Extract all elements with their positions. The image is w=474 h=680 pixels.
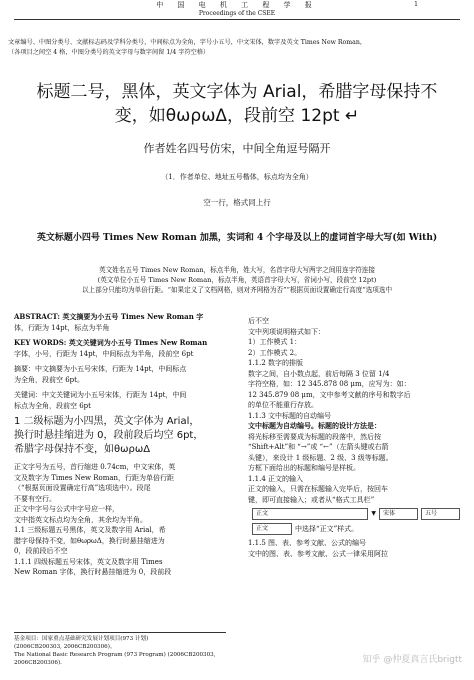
- blank-line-note: 空一行，格式同上行: [203, 198, 271, 207]
- left-column: [14, 312, 226, 578]
- style-row: [252, 523, 460, 535]
- paper-title: [22, 80, 452, 128]
- keywords-line: KEY WORDS: 英文关键词为小五号 Times New Roman: [14, 338, 208, 347]
- num-body-line: 的单位不能重行存放。: [248, 401, 318, 409]
- cn-abstract-line: 摘要：中文摘要为小五号宋体，行距为 14pt，中间标点: [14, 365, 187, 373]
- auto-number-line: 将光标移至需要成为标题的段落中，然后按: [248, 432, 381, 441]
- page-header: [14, 0, 460, 20]
- sub-sub-heading-line: 1.1.1 四级标题五号宋体，英文及数字用 Times: [14, 557, 163, 566]
- auto-number-line: 文中标题为自动编号。标题的设计方法是：: [248, 421, 381, 430]
- style-select-small[interactable]: 正文: [252, 523, 292, 535]
- num-body-line: 数字之间，自小数点起，前后每隔 3 位留 1/4: [248, 369, 390, 378]
- paragraph-mark: ↵: [344, 106, 360, 126]
- auto-number-line: 头键），来设计 1 级标题、2 级、3 级等标题。: [248, 453, 393, 462]
- chevron-down-icon[interactable]: ▼: [371, 509, 377, 517]
- text-input-line: 键，即可直接输入；或者从“格式工具栏”: [248, 495, 375, 504]
- list-line: 后不空: [248, 317, 269, 325]
- list-line: 1）工作模式 1：: [248, 338, 302, 346]
- authors: 作者姓名四号仿宋，中间全角逗号隔开: [143, 142, 331, 155]
- cn-keywords-line: 关键词：中文关键词为小五号宋体，行距为 14pt，中间: [14, 391, 187, 399]
- num-body-line: 12 345.879 08 μm，文中参考文献的序号和数字后: [248, 390, 411, 399]
- english-author-line: (英文单位小五号 Times New Roman，标点半角，英语首字母大写，省词小写，段前空 12pt): [97, 276, 377, 284]
- sub-sub-heading-line: New Roman 字体，换行时悬挂缩进为 0，段前段: [14, 568, 172, 576]
- keywords-line: 字体，小号，行距为 14pt，中间标点为半角，段前空 6pt: [14, 349, 194, 358]
- meta-line: （各项目之间空 4 格，中图分类号的英文字母与数字间留 1/4 字符空格）: [8, 49, 210, 56]
- english-author-line: 英文姓名五号 Times New Roman，标点半角，姓大写，名首字母大写两字之间用连字符连接: [98, 266, 375, 274]
- footnote-line: (2006CB200303, 2006CB200306)。: [14, 644, 116, 650]
- num-body-line: 字符空格，如：12 345.878 08 μm，应写为：如：: [248, 380, 411, 388]
- heading-115: 1.1.5 图、表、参考文献、公式的编号: [248, 539, 367, 547]
- list-line: 文中列项说明格式如下：: [248, 327, 325, 336]
- num-heading: 1.1.2 数字的排版: [248, 359, 304, 367]
- heading-113: 1.1.3 文中标题的自动编号: [248, 411, 332, 420]
- numbering-line: 文中的图、表、参考文献、公式一律采用阿拉: [248, 549, 388, 558]
- watermark: 知乎 @仲夏真言氏brigtt: [362, 655, 462, 665]
- sub-heading-line: 腊字母保持不变，如θωρωΔ，换行时悬挂缩进为: [14, 536, 165, 545]
- footnote: [14, 632, 226, 667]
- section-heading: [14, 415, 226, 457]
- article-meta: [8, 38, 466, 58]
- text-input-line: 正文的输入，只需在标题输入完毕后，按回车: [248, 485, 388, 493]
- meta-line: 文章编号、中图分类号、文献标志码及学科分类号，中间标点为全角，字号小五号，中文宋体，数字及英文 Times New Roman，: [8, 39, 367, 46]
- sub-heading-line: 0，段前段后不空: [14, 547, 68, 555]
- affiliation: （1．作者单位、地址五号楷体，标点均为全角）: [161, 173, 313, 181]
- body-line: 正文中字号与公式中字号应一样，: [14, 505, 119, 513]
- journal-title-cn: 中 国 电 机 工 程 学 报: [156, 1, 318, 9]
- section-heading-line: 1 二级标题为小四黑，英文字体为 Arial，: [14, 416, 200, 427]
- section-heading-line: 换行时悬挂缩进为 0，段前段后均空 6pt，: [14, 430, 204, 441]
- body-line: 文中指英文标点均为全角，其余均为半角。: [14, 515, 147, 524]
- auto-number-line: “Shift+Alt”和 “→”或 “←”（左箭头键或右箭: [248, 443, 389, 451]
- abstract-line: 体，行距为 14pt，标点为半角: [14, 323, 110, 332]
- abstract-line: ABSTRACT: 英文摘要为小五号 Times New Roman 字: [14, 312, 204, 321]
- english-title: 英文标题小四号 Times New Roman 加黑，实词和 4 个字母及以上的虚词首字母大写(如 With): [36, 233, 438, 243]
- body-line: 正文字号为五号，首行缩进 0.74cm，中文宋体，英: [14, 463, 176, 471]
- heading-114: 1.1.4 正文的输入: [248, 474, 304, 483]
- auto-number-line: 方框下面给出的标题和编号是样板。: [248, 464, 360, 472]
- sub-heading-line: 1.1 三级标题五号黑体，英文及数字用 Arial，希: [14, 526, 166, 534]
- body-line: 文及数字为 Times New Roman，行距为单倍行距: [14, 473, 175, 482]
- style-row-text: 中选择“正文”样式。: [295, 524, 359, 533]
- body-line: 不要有空行。: [14, 494, 56, 503]
- english-author-line: 以上部分只能均为单倍行距。“如果定义了文档网格，则对齐网格为否”“根据页面设置确定行高度”选项选中: [81, 286, 393, 294]
- cn-abstract-line: 为全角，段前空 6pt。: [14, 375, 84, 384]
- section-heading-line: 希腊字母保持不变，如θωρωΔ: [14, 444, 151, 455]
- paper-title-text: 标题二号，黑体，英文字体为 Arial，希腊字母保持不变，如θωρωΔ，段前空 12pt: [36, 82, 438, 126]
- size-select[interactable]: 五号: [421, 508, 460, 520]
- english-author-block: [14, 265, 460, 295]
- footnote-line: The National Basic Research Program (973 Program) (2006CB200303,: [14, 652, 216, 658]
- header-mark: 1: [414, 1, 418, 8]
- style-select[interactable]: 正文: [252, 508, 368, 520]
- list-line: 2）工作模式 2。: [248, 348, 302, 357]
- footnote-line: 2006CB200306).: [14, 660, 62, 666]
- body-line: （“根据页面设置确定行高”选项选中）。段尾: [14, 484, 151, 492]
- journal-title-en: Proceedings of the CSEE: [198, 10, 276, 17]
- footnote-line: 基金项目：国家重点基础研究发展计划项目(973 计划): [14, 636, 149, 642]
- right-column: [248, 316, 460, 559]
- font-select[interactable]: 宋体: [379, 508, 418, 520]
- format-toolbar: [252, 508, 460, 520]
- cn-keywords-line: 标点为全角，段前空 6pt: [14, 401, 91, 410]
